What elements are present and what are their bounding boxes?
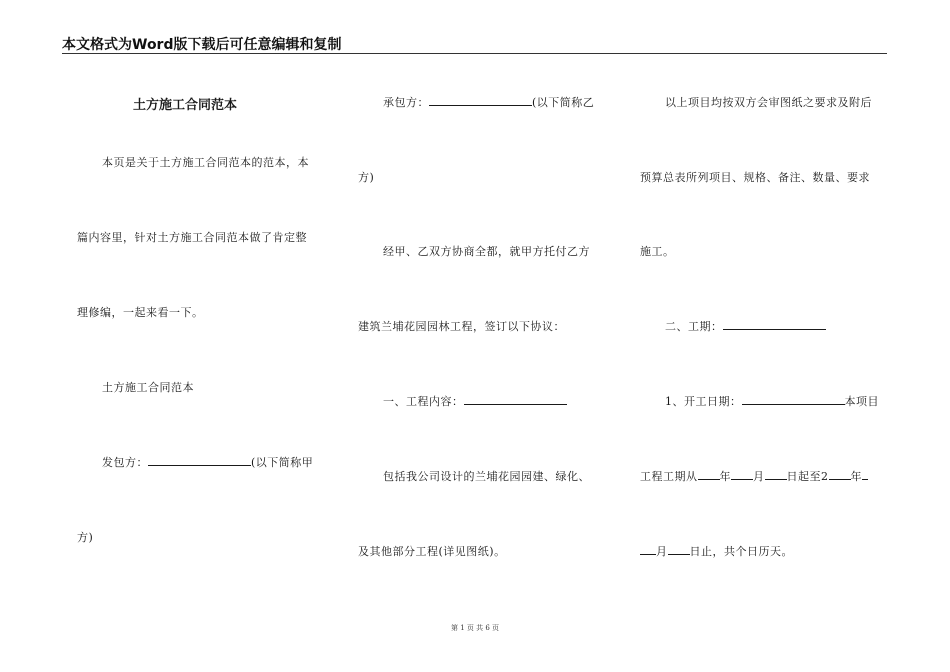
month-to-label: 月: [656, 545, 668, 558]
work-content-blank: [464, 394, 567, 405]
day-to-blank: [668, 544, 690, 555]
agreement-line-2: 建筑兰埔花园园林工程，签订以下协议：: [358, 320, 565, 333]
party-b-end: 方): [358, 171, 375, 184]
requirement-line-1: 以上项目均按双方会审图纸之要求及附后: [665, 96, 872, 109]
month-to-blank-start: [862, 469, 868, 480]
start-date-blank: [742, 394, 845, 405]
work-content-label: 一、工程内容：: [383, 395, 464, 408]
requirement-line-3: 施工。: [640, 245, 675, 258]
party-a-end: 方): [77, 531, 94, 544]
year-from-blank: [698, 469, 720, 480]
start-date-line: [665, 393, 879, 409]
month-from-label: 月: [753, 470, 765, 483]
year-from-label: 年: [719, 470, 731, 483]
intro-line-3: 理修编，一起来看一下。: [77, 306, 204, 319]
work-content-line: [383, 393, 567, 409]
party-b-line: [383, 94, 594, 110]
requirement-line-2: 预算总表所列项目、规格、备注、数量、要求: [640, 171, 870, 184]
day-from-label: 日起至2: [786, 470, 829, 483]
intro-line-2: 篇内容里，针对土方施工合同范本做了肯定整: [77, 231, 307, 244]
month-from-blank: [731, 469, 753, 480]
schedule-line: [665, 318, 826, 334]
year-to-label: 年: [850, 470, 862, 483]
party-a-line: [102, 454, 313, 470]
page-footer: 第 1 页 共 6 页: [450, 624, 500, 632]
party-a-label: 发包方：: [102, 456, 148, 469]
schedule-blank: [723, 319, 826, 330]
duration-end-line: [640, 543, 793, 559]
month-to-blank: [640, 544, 656, 555]
party-b-suffix: (以下简称乙: [532, 96, 595, 109]
party-a-suffix: (以下简称甲: [251, 456, 314, 469]
header-text: 本文格式为Word版下载后可任意编辑和复制: [62, 37, 342, 53]
intro-line-1: 本页是关于土方施工合同范本的范本，本: [102, 156, 309, 169]
duration-line: [640, 468, 868, 484]
agreement-line-1: 经甲、乙双方协商全都，就甲方托付乙方: [383, 245, 590, 258]
party-b-label: 承包方：: [383, 96, 429, 109]
start-date-label: 1、开工日期：: [665, 395, 742, 408]
year-to-blank: [829, 469, 851, 480]
day-from-blank: [765, 469, 787, 480]
party-b-blank: [429, 95, 532, 106]
start-date-suffix: 本项目: [844, 395, 879, 408]
document-title: 土方施工合同范本: [133, 98, 238, 113]
scope-line-2: 及其他部分工程(详见图纸)。: [358, 545, 506, 558]
contract-subtitle: 土方施工合同范本: [102, 381, 194, 394]
duration-prefix: 工程工期从: [640, 470, 698, 483]
party-a-blank: [148, 455, 251, 466]
page-header: [62, 33, 887, 54]
schedule-label: 二、工期：: [665, 320, 723, 333]
day-end-label: 日止，共个日历天。: [689, 545, 793, 558]
scope-line-1: 包括我公司设计的兰埔花园园建、绿化、: [383, 470, 590, 483]
